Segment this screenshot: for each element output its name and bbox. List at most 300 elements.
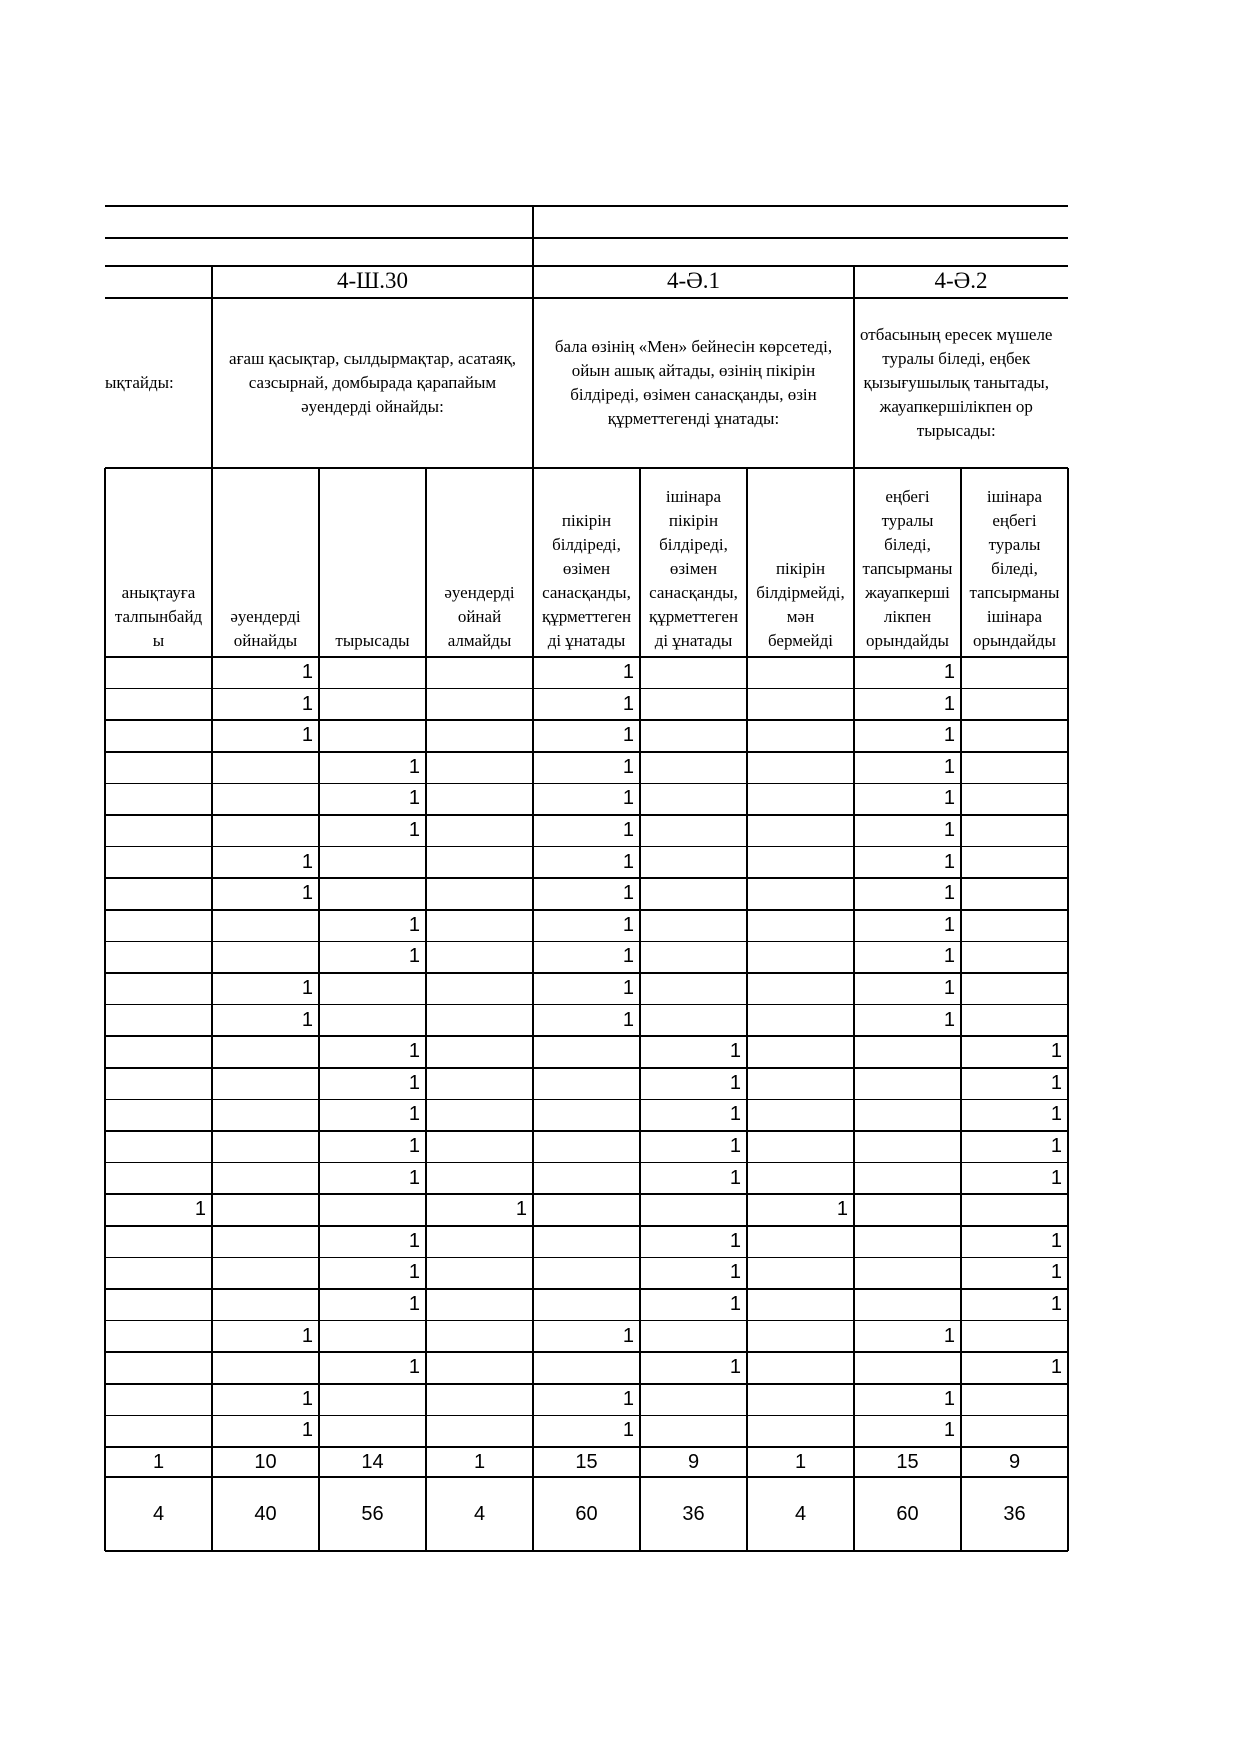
table-cell: 1 [943, 787, 955, 810]
table-cell [640, 815, 747, 847]
table-cell: 1 [622, 850, 634, 873]
table-cell: 1 [943, 755, 955, 778]
table-cell [105, 1415, 212, 1447]
table-cell: 1 [622, 1387, 634, 1410]
table-cell [426, 878, 533, 910]
table-cell [747, 1321, 854, 1353]
table-cell [640, 910, 747, 942]
criterion-description: ықтайды: [105, 373, 174, 392]
table-cell: 1 [408, 755, 420, 778]
table-cell: 1 [1050, 1356, 1062, 1379]
table-cell [961, 689, 1068, 721]
total-cell: 1 [473, 1450, 486, 1473]
table-cell [426, 847, 533, 879]
table-cell [212, 1226, 319, 1258]
table-cell: 1 [301, 850, 313, 873]
table-cell: 1 [408, 1356, 420, 1379]
table-cell [640, 689, 747, 721]
table-cell: 1 [943, 882, 955, 905]
criterion-code [105, 266, 212, 298]
table-cell [426, 1099, 533, 1131]
column-header: әуендерді ойнайды [230, 607, 301, 650]
table-cell [854, 1036, 961, 1068]
table-cell [747, 1226, 854, 1258]
table-cell [747, 815, 854, 847]
grid-line-h [105, 1130, 1068, 1132]
table-cell: 1 [408, 1135, 420, 1157]
table-cell: 1 [729, 1103, 741, 1126]
percent-cell: 60 [575, 1502, 598, 1525]
table-cell [105, 689, 212, 721]
total-cell: 15 [896, 1450, 919, 1473]
table-cell [212, 910, 319, 942]
total-cell: 1 [794, 1450, 807, 1473]
percent-cell: 4 [794, 1502, 807, 1525]
table-cell: 1 [729, 1356, 741, 1379]
table-cell [319, 878, 426, 910]
table-cell [426, 752, 533, 784]
table-cell [426, 1321, 533, 1353]
table-cell [854, 1257, 961, 1289]
table-cell: 1 [836, 1198, 848, 1221]
table-cell: 1 [943, 724, 955, 747]
table-cell [105, 973, 212, 1005]
percent-cell: 60 [896, 1502, 919, 1525]
table-cell [426, 1352, 533, 1384]
table-cell [961, 783, 1068, 815]
table-cell [747, 910, 854, 942]
table-cell [533, 1163, 640, 1195]
table-cell [105, 1036, 212, 1068]
table-cell: 1 [622, 724, 634, 747]
table-cell: 1 [408, 819, 420, 841]
grid-line-h [105, 1035, 1068, 1037]
table-cell: 1 [729, 1261, 741, 1284]
grid-line-v [318, 468, 320, 1551]
table-cell: 1 [301, 1419, 313, 1442]
column-header: ішінара пікірін білдіреді, өзімен санасқанды, құрметтеген ді ұнатады [648, 487, 739, 650]
table-cell [426, 1036, 533, 1068]
table-cell [105, 1163, 212, 1195]
table-cell: 1 [301, 724, 313, 747]
table-cell: 1 [408, 787, 420, 810]
table-cell [961, 973, 1068, 1005]
table-cell [961, 1384, 1068, 1416]
table-cell [961, 910, 1068, 942]
table-cell: 1 [729, 1293, 741, 1315]
table-cell [961, 878, 1068, 910]
table-cell [533, 1131, 640, 1163]
table-cell [640, 847, 747, 879]
grid-line-h [105, 877, 1068, 879]
table-cell [854, 1131, 961, 1163]
table-cell [426, 1415, 533, 1447]
table-cell [426, 941, 533, 973]
table-cell [105, 1384, 212, 1416]
grid-line-h [105, 1320, 1068, 1322]
table-cell [212, 1163, 319, 1195]
table-cell [105, 1321, 212, 1353]
table-cell [961, 941, 1068, 973]
table-cell [533, 1036, 640, 1068]
table-cell [747, 1289, 854, 1321]
grid-line-h [105, 972, 1068, 974]
table-cell: 1 [943, 692, 955, 715]
table-cell [747, 878, 854, 910]
table-cell: 1 [408, 1293, 420, 1315]
table-cell [319, 1321, 426, 1353]
table-cell: 1 [622, 977, 634, 999]
table-cell [747, 1036, 854, 1068]
table-cell [961, 1321, 1068, 1353]
table-cell: 1 [622, 661, 634, 683]
table-cell: 1 [943, 661, 955, 683]
table-cell [747, 1415, 854, 1447]
grid-line-h [105, 1351, 1068, 1353]
table-cell [319, 1005, 426, 1037]
grid-line-h [105, 1288, 1068, 1290]
table-cell [426, 689, 533, 721]
table-cell [212, 1099, 319, 1131]
grid-line-h [105, 205, 1068, 207]
grid-line-h [105, 237, 1068, 239]
table-cell: 1 [408, 913, 420, 936]
table-cell: 1 [301, 1387, 313, 1410]
table-cell [319, 1415, 426, 1447]
grid-line-h [105, 688, 1068, 690]
criterion-code: 4-Ш.30 [336, 268, 409, 293]
table-cell: 1 [943, 1419, 955, 1442]
table-cell [105, 1289, 212, 1321]
criterion-code: 4-Ә.1 [666, 268, 721, 293]
table-cell [854, 1289, 961, 1321]
column-header: пікірін білдіреді, өзімен санасқанды, құрметтеген ді ұнатады [541, 511, 632, 650]
table-cell: 1 [1050, 1135, 1062, 1157]
table-cell [426, 815, 533, 847]
grid-line-h [105, 1415, 1068, 1417]
table-cell [747, 1005, 854, 1037]
grid-line-v [853, 468, 855, 1551]
criterion-description: бала өзінің «Мен» бейнесін көрсетеді, ойын ашық айтады, өзінің пікірін білдіреді, өзімен санасқанды, өзін құрметтегенді ұнатады: [554, 337, 833, 428]
table-cell [747, 1384, 854, 1416]
table-cell [212, 941, 319, 973]
column-header: ішінара еңбегі туралы біледі, тапсырманы ішінара орындайды [969, 487, 1060, 650]
column-header: еңбегі туралы біледі, тапсырманы жауапкерші лікпен орындайды [862, 487, 953, 650]
table-cell: 1 [301, 977, 313, 999]
table-cell: 1 [729, 1135, 741, 1157]
total-cell: 1 [152, 1450, 165, 1473]
table-cell [747, 973, 854, 1005]
table-cell [105, 1257, 212, 1289]
table-cell [105, 910, 212, 942]
table-cell [105, 752, 212, 784]
table-cell [426, 1131, 533, 1163]
table-cell: 1 [943, 1324, 955, 1347]
table-cell [426, 1226, 533, 1258]
table-cell: 1 [622, 882, 634, 905]
table-cell [747, 783, 854, 815]
table-cell [747, 1099, 854, 1131]
table-cell [426, 1289, 533, 1321]
table-cell [640, 1005, 747, 1037]
total-cell: 9 [1008, 1450, 1021, 1473]
table-cell: 1 [515, 1198, 527, 1221]
table-cell [426, 973, 533, 1005]
table-cell: 1 [408, 945, 420, 968]
table-cell [961, 1194, 1068, 1226]
table-cell [426, 1384, 533, 1416]
table-cell [105, 815, 212, 847]
column-header: әуендерді ойнай алмайды [444, 583, 515, 650]
table-cell: 1 [943, 913, 955, 936]
grid-line-h [105, 814, 1068, 816]
table-cell [747, 657, 854, 689]
grid-line-h [105, 1162, 1068, 1164]
grid-line-h [105, 1383, 1068, 1385]
table-cell: 1 [729, 1229, 741, 1252]
grid-line-h [105, 719, 1068, 721]
grid-line-v [1067, 468, 1069, 1551]
table-cell [961, 815, 1068, 847]
table-cell [533, 1352, 640, 1384]
table-cell [533, 1289, 640, 1321]
grid-line-v [960, 468, 962, 1551]
percent-cell: 4 [473, 1502, 486, 1525]
table-cell: 1 [729, 1071, 741, 1094]
table-cell [212, 1194, 319, 1226]
table-cell [533, 1226, 640, 1258]
table-cell [961, 657, 1068, 689]
table-cell [212, 752, 319, 784]
total-cell: 15 [575, 1450, 598, 1473]
table-cell: 1 [408, 1040, 420, 1063]
table-cell [319, 689, 426, 721]
table-cell [747, 1131, 854, 1163]
table-cell [105, 657, 212, 689]
table-cell [854, 1068, 961, 1100]
table-cell: 1 [622, 1419, 634, 1442]
table-cell [426, 1068, 533, 1100]
table-cell: 1 [943, 850, 955, 873]
table-cell: 1 [408, 1166, 420, 1189]
grid-line-h [105, 1257, 1068, 1259]
grid-line-h [105, 751, 1068, 753]
table-cell [426, 1005, 533, 1037]
table-cell [426, 1257, 533, 1289]
table-cell [212, 1131, 319, 1163]
table-cell [640, 1415, 747, 1447]
grid-line-v [639, 468, 641, 1551]
table-cell [319, 720, 426, 752]
table-cell: 1 [622, 1008, 634, 1031]
table-cell [212, 783, 319, 815]
table-cell [319, 847, 426, 879]
table-cell: 1 [729, 1040, 741, 1063]
total-cell: 9 [687, 1450, 700, 1473]
table-cell [854, 1352, 961, 1384]
table-cell: 1 [408, 1261, 420, 1284]
percent-cell: 56 [361, 1502, 384, 1525]
table-cell [426, 657, 533, 689]
table-cell: 1 [1050, 1293, 1062, 1315]
grid-line-v [211, 468, 213, 1551]
table-cell [105, 1005, 212, 1037]
table-cell [212, 1257, 319, 1289]
grid-line-v [746, 468, 748, 1551]
table-cell [961, 1415, 1068, 1447]
table-cell: 1 [408, 1229, 420, 1252]
table-cell: 1 [943, 977, 955, 999]
table-cell [212, 1289, 319, 1321]
table-cell: 1 [729, 1166, 741, 1189]
table-cell: 1 [301, 882, 313, 905]
criterion-description: ағаш қасықтар, сылдырмақтар, асатаяқ, сазсырнай, домбырада қарапайым әуендерді ойнайды: [229, 349, 516, 416]
table-cell [747, 720, 854, 752]
table-cell: 1 [943, 945, 955, 968]
grid-line-h [105, 1004, 1068, 1006]
table-cell [426, 910, 533, 942]
table-cell [640, 878, 747, 910]
table-cell: 1 [301, 1324, 313, 1347]
table-cell [105, 1226, 212, 1258]
table-cell: 1 [943, 1387, 955, 1410]
table-cell [640, 941, 747, 973]
table-cell [212, 1036, 319, 1068]
table-cell [426, 1163, 533, 1195]
table-cell: 1 [301, 661, 313, 683]
table-cell [105, 1068, 212, 1100]
table-cell [105, 1099, 212, 1131]
percent-cell: 40 [254, 1502, 277, 1525]
table-cell [426, 720, 533, 752]
percent-cell: 36 [1003, 1502, 1026, 1525]
table-cell [319, 657, 426, 689]
table-cell: 1 [622, 1324, 634, 1347]
table-cell [747, 847, 854, 879]
table-cell [747, 941, 854, 973]
table-cell: 1 [301, 1008, 313, 1031]
table-cell [854, 1226, 961, 1258]
grid-line-h [105, 1099, 1068, 1101]
table-cell [747, 1257, 854, 1289]
table-cell: 1 [408, 1071, 420, 1094]
table-cell: 1 [301, 692, 313, 715]
table-cell [640, 720, 747, 752]
table-cell [105, 941, 212, 973]
percent-cell: 4 [152, 1502, 165, 1525]
table-cell [212, 1068, 319, 1100]
table-cell: 1 [622, 913, 634, 936]
table-cell [105, 878, 212, 910]
grid-line-h [105, 1550, 1068, 1552]
table-cell [747, 752, 854, 784]
table-cell [640, 1384, 747, 1416]
percent-cell: 36 [682, 1502, 705, 1525]
table-cell [854, 1099, 961, 1131]
grid-line-h [105, 1225, 1068, 1227]
table-cell [747, 1163, 854, 1195]
total-cell: 10 [254, 1450, 277, 1473]
table-cell: 1 [194, 1198, 206, 1221]
grid-line-h [105, 1446, 1068, 1448]
table-cell [640, 783, 747, 815]
total-cell: 14 [361, 1450, 384, 1473]
table-cell [640, 752, 747, 784]
table-cell [105, 1131, 212, 1163]
grid-line-h [105, 1067, 1068, 1069]
table-cell: 1 [943, 1008, 955, 1031]
grid-line-h [105, 783, 1068, 785]
table-cell [105, 1352, 212, 1384]
table-cell [640, 657, 747, 689]
grid-line-v [532, 468, 534, 1551]
table-cell: 1 [622, 787, 634, 810]
table-cell: 1 [408, 1103, 420, 1126]
table-cell [961, 1005, 1068, 1037]
criterion-description: отбасының ересек мүшеле туралы біледі, еңбек қызығушылық танытады, жауапкершілікпен ор тырысады: [860, 325, 1053, 440]
grid-line-h [105, 1193, 1068, 1195]
table-cell [212, 815, 319, 847]
grid-line-v [425, 468, 427, 1551]
table-cell [533, 1099, 640, 1131]
criterion-code: 4-Ә.2 [934, 268, 988, 293]
column-header: тырысады [335, 631, 410, 650]
table-cell: 1 [622, 945, 634, 968]
table-cell [854, 1163, 961, 1195]
table-cell [747, 1068, 854, 1100]
column-header: пікірін білдірмейді, мән бермейді [756, 559, 845, 650]
grid-line-h [105, 909, 1068, 911]
table-cell [105, 720, 212, 752]
table-cell [961, 847, 1068, 879]
table-cell: 1 [1050, 1103, 1062, 1126]
table-cell: 1 [1050, 1261, 1062, 1284]
grid-line-h [105, 846, 1068, 848]
table-cell [319, 973, 426, 1005]
grid-line-v [104, 468, 106, 1551]
table-cell [747, 689, 854, 721]
table-cell [426, 783, 533, 815]
table-cell [854, 1194, 961, 1226]
column-header: анықтауға талпынбайд ы [114, 583, 203, 650]
table-cell: 1 [943, 819, 955, 841]
table-cell [533, 1068, 640, 1100]
table-cell [212, 1352, 319, 1384]
table-cell [747, 1352, 854, 1384]
table-cell: 1 [1050, 1229, 1062, 1252]
table-cell: 1 [1050, 1166, 1062, 1189]
table-cell [640, 1194, 747, 1226]
table-cell [319, 1384, 426, 1416]
table-cell: 1 [622, 755, 634, 778]
grid-line-h [105, 941, 1068, 943]
table-cell [961, 752, 1068, 784]
table-cell [533, 1257, 640, 1289]
table-cell [640, 1321, 747, 1353]
table-cell [105, 783, 212, 815]
table-cell [640, 973, 747, 1005]
table-cell [105, 847, 212, 879]
table-cell [961, 720, 1068, 752]
table-cell: 1 [622, 819, 634, 841]
table-cell: 1 [1050, 1040, 1062, 1063]
table-cell: 1 [622, 692, 634, 715]
table-cell: 1 [1050, 1071, 1062, 1094]
grid-line-h [105, 1476, 1068, 1478]
table-cell [319, 1194, 426, 1226]
grid-line-h [105, 656, 1068, 658]
table-cell [533, 1194, 640, 1226]
